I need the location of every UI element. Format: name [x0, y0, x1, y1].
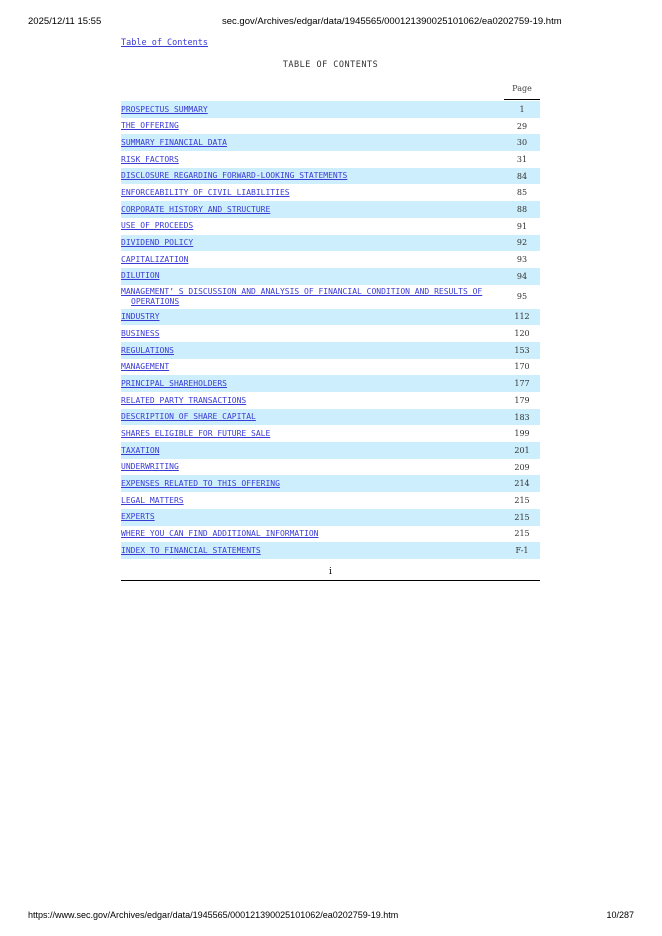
toc-row	[121, 285, 540, 309]
toc-row	[121, 375, 540, 392]
toc-entry-link[interactable]	[121, 204, 504, 216]
toc-entry-title: EXPERTS	[121, 512, 155, 522]
toc-entry-title: DILUTION	[121, 271, 160, 281]
toc-entry-link[interactable]	[121, 545, 504, 557]
toc-entry-link[interactable]	[121, 154, 504, 166]
toc-entry-link[interactable]	[121, 445, 504, 457]
toc-entry-page: 183	[514, 412, 530, 422]
toc-entry-title: EXPENSES RELATED TO THIS OFFERING	[121, 479, 280, 489]
toc-entry-link[interactable]	[121, 170, 504, 182]
toc-row	[121, 325, 540, 342]
toc-row	[121, 509, 540, 526]
toc-entry-page: 215	[514, 495, 530, 505]
toc-row	[121, 542, 540, 559]
toc-entry-link[interactable]	[121, 328, 504, 340]
toc-entry-link[interactable]	[121, 311, 504, 323]
toc-entry-title: MANAGEMENT’ S DISCUSSION AND ANALYSIS OF FINANCIAL CONDITION AND RESULTS OF	[121, 287, 483, 297]
toc-entry-link[interactable]	[121, 478, 504, 490]
toc-row	[121, 151, 540, 168]
toc-entry-link[interactable]	[121, 461, 504, 473]
toc-heading: TABLE OF CONTENTS	[282, 60, 379, 70]
toc-entry-page: F-1	[515, 546, 529, 556]
toc-entry-link[interactable]	[121, 511, 504, 523]
toc-entry-title: MANAGEMENT	[121, 362, 170, 372]
toc-entry-page: 84	[516, 171, 528, 181]
toc-entry-title: CAPITALIZATION	[121, 254, 189, 264]
toc-entry-link[interactable]	[121, 428, 504, 440]
toc-row	[121, 134, 540, 151]
toc-entry-page: 85	[516, 188, 528, 198]
toc-row	[121, 309, 540, 326]
toc-entry-page: 29	[516, 121, 528, 131]
toc-entry-page: 120	[514, 329, 530, 339]
toc-entry-page: 31	[516, 154, 528, 164]
toc-entry-page: 92	[516, 238, 528, 248]
toc-entry-title: PRINCIPAL SHAREHOLDERS	[121, 378, 227, 388]
toc-entry-page: 201	[514, 445, 530, 455]
toc-row	[121, 409, 540, 426]
toc-entry-page: 153	[514, 345, 530, 355]
toc-row	[121, 101, 540, 118]
toc-row	[121, 118, 540, 135]
toc-entry-page: 91	[516, 221, 528, 231]
toc-entry-page: 95	[516, 292, 528, 302]
toc-entry-link[interactable]	[121, 137, 504, 149]
toc-row	[121, 526, 540, 543]
toc-row	[121, 218, 540, 235]
toc-entry-title: USE OF PROCEEDS	[121, 221, 194, 231]
toc-entry-title: WHERE YOU CAN FIND ADDITIONAL INFORMATION	[121, 529, 319, 539]
toc-row	[121, 359, 540, 376]
toc-entry-link[interactable]	[121, 395, 504, 407]
toc-entry-page: 179	[514, 395, 530, 405]
toc-entry-link[interactable]	[121, 270, 504, 282]
toc-entry-page: 199	[514, 429, 530, 439]
toc-entry-page: 88	[516, 204, 528, 214]
toc-entry-link[interactable]	[121, 378, 504, 390]
toc-table	[121, 101, 540, 559]
toc-row	[121, 442, 540, 459]
toc-entry-link[interactable]	[121, 286, 504, 307]
table-of-contents-link[interactable]: Table of Contents	[121, 38, 208, 48]
print-footer-url: https://www.sec.gov/Archives/edgar/data/1945565/000121390025101062/ea0202759-19.htm	[28, 910, 399, 920]
toc-entry-title: PROSPECTUS SUMMARY	[121, 104, 208, 114]
page-column-label: Page	[504, 84, 540, 100]
toc-row	[121, 235, 540, 252]
toc-entry-link[interactable]	[121, 411, 504, 423]
page-column-header	[121, 84, 540, 100]
toc-row	[121, 459, 540, 476]
toc-entry-page: 112	[514, 312, 530, 322]
toc-entry-title: INDUSTRY	[121, 312, 160, 322]
toc-row	[121, 184, 540, 201]
toc-entry-title: ENFORCEABILITY OF CIVIL LIABILITIES	[121, 188, 290, 198]
toc-entry-page: 209	[514, 462, 530, 472]
toc-entry-link[interactable]	[121, 345, 504, 357]
toc-entry-link[interactable]	[121, 220, 504, 232]
page-number: i	[121, 567, 540, 581]
toc-entry-link[interactable]	[121, 528, 504, 540]
print-header-url: sec.gov/Archives/edgar/data/1945565/000121390025101062/ea0202759-19.htm	[222, 16, 562, 27]
toc-entry-page: 170	[514, 362, 530, 372]
toc-entry-link[interactable]	[121, 254, 504, 266]
toc-row	[121, 201, 540, 218]
toc-row	[121, 342, 540, 359]
toc-entry-page: 1	[519, 104, 525, 114]
toc-entry-page: 215	[514, 529, 530, 539]
toc-entry-title: INDEX TO FINANCIAL STATEMENTS	[121, 545, 261, 555]
toc-entry-title: SHARES ELIGIBLE FOR FUTURE SALE	[121, 428, 271, 438]
toc-entry-link[interactable]	[121, 361, 504, 373]
toc-row	[121, 251, 540, 268]
print-date-time: 2025/12/11 15:55	[28, 16, 102, 27]
toc-entry-link[interactable]	[121, 495, 504, 507]
toc-entry-page: 30	[516, 138, 528, 148]
toc-entry-title: SUMMARY FINANCIAL DATA	[121, 137, 227, 147]
toc-entry-title: RELATED PARTY TRANSACTIONS	[121, 395, 247, 405]
toc-entry-title: DESCRIPTION OF SHARE CAPITAL	[121, 412, 256, 422]
toc-entry-page: 94	[516, 271, 528, 281]
toc-entry-title: THE OFFERING	[121, 121, 179, 131]
toc-entry-link[interactable]	[121, 104, 504, 116]
toc-entry-title: UNDERWRITING	[121, 462, 179, 472]
toc-row	[121, 492, 540, 509]
toc-entry-link[interactable]	[121, 187, 504, 199]
toc-entry-title-continued: OPERATIONS	[131, 296, 180, 306]
toc-entry-link[interactable]	[121, 237, 504, 249]
document-page	[121, 38, 540, 581]
toc-entry-link[interactable]	[121, 120, 504, 132]
toc-row	[121, 392, 540, 409]
toc-entry-title: REGULATIONS	[121, 345, 174, 355]
toc-row	[121, 168, 540, 185]
toc-entry-page: 215	[514, 512, 530, 522]
toc-entry-page: 177	[514, 379, 530, 389]
toc-row	[121, 268, 540, 285]
toc-entry-title: RISK FACTORS	[121, 154, 179, 164]
toc-row	[121, 425, 540, 442]
toc-entry-title: DIVIDEND POLICY	[121, 238, 194, 248]
toc-entry-title: DISCLOSURE REGARDING FORWARD-LOOKING STATEMENTS	[121, 171, 348, 181]
toc-entry-page: 214	[514, 479, 530, 489]
toc-entry-title: TAXATION	[121, 445, 160, 455]
toc-entry-title: LEGAL MATTERS	[121, 495, 184, 505]
toc-entry-title: BUSINESS	[121, 328, 160, 338]
toc-entry-title: CORPORATE HISTORY AND STRUCTURE	[121, 204, 271, 214]
toc-row	[121, 475, 540, 492]
print-page-counter: 10/287	[606, 910, 634, 920]
toc-entry-page: 93	[516, 255, 528, 265]
